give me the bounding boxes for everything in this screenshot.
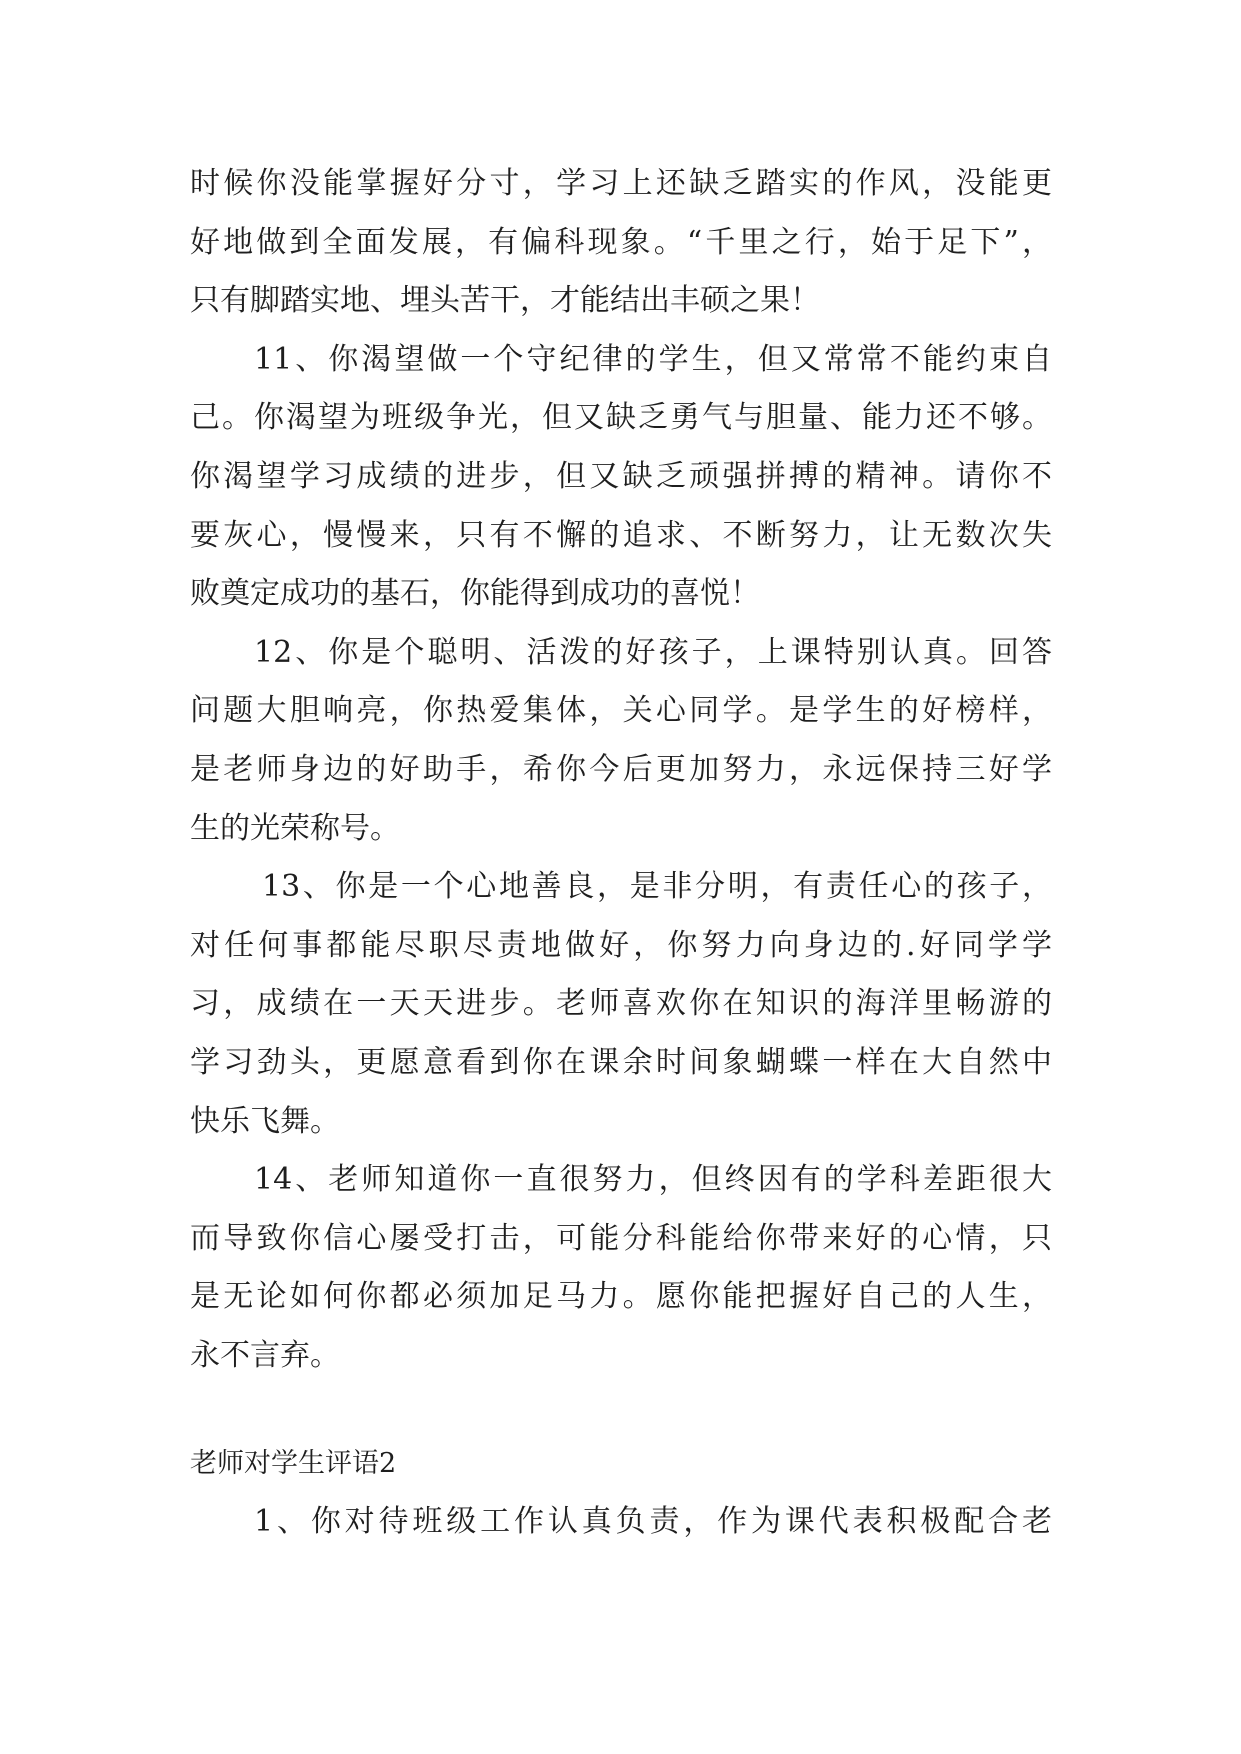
- text-line: 学习劲头，更愿意看到你在课余时间象蝴蝶一样在大自然中: [190, 1044, 1052, 1080]
- text-line: 对任何事都能尽职尽责地做好，你努力向身边的.好同学学: [190, 927, 1052, 963]
- text-line: 你渴望学习成绩的进步，但又缺乏顽强拼搏的精神。请你不: [190, 458, 1052, 494]
- text-line: 时候你没能掌握好分寸，学习上还缺乏踏实的作风，没能更: [190, 166, 1052, 201]
- paragraph-first-line: 11、你渴望做一个守纪律的学生，但又常常不能约束自: [254, 341, 1052, 377]
- text-line: 是无论如何你都必须加足马力。愿你能把握好自己的人生，: [190, 1279, 1052, 1315]
- paragraph-first-line: 14、老师知道你一直很努力，但终因有的学科差距很大: [254, 1162, 1052, 1198]
- text-line: 快乐飞舞。: [190, 1103, 340, 1139]
- text-line: 只有脚踏实地、埋头苦干，才能结出丰硕之果！: [190, 283, 820, 319]
- text-line: 生的光荣称号。: [190, 810, 400, 846]
- paragraph-first-line: 1、你对待班级工作认真负责，作为课代表积极配合老: [254, 1504, 1052, 1539]
- paragraph-first-line: 12、你是个聪明、活泼的好孩子，上课特别认真。回答: [254, 634, 1052, 670]
- text-line: 是老师身边的好助手，希你今后更加努力，永远保持三好学: [190, 751, 1052, 787]
- paragraph-first-line: 13、你是一个心地善良，是非分明，有责任心的孩子，: [262, 869, 1052, 905]
- text-line: 习，成绩在一天天进步。老师喜欢你在知识的海洋里畅游的: [190, 986, 1052, 1022]
- body-text: [190, 155, 1052, 1385]
- section-text: [190, 1493, 1052, 1552]
- text-line: 永不言弃。: [190, 1337, 340, 1373]
- text-line: 而导致你信心屡受打击，可能分科能给你带来好的心情，只: [190, 1220, 1052, 1256]
- text-line: 败奠定成功的基石，你能得到成功的喜悦！: [190, 576, 760, 612]
- text-line: 好地做到全面发展，有偏科现象。“千里之行，始于足下”，: [190, 224, 1052, 260]
- text-line: 己。你渴望为班级争光，但又缺乏勇气与胆量、能力还不够。: [190, 400, 1052, 436]
- text-line: 问题大胆响亮，你热爱集体，关心同学。是学生的好榜样，: [190, 693, 1052, 729]
- section-heading: 老师对学生评语2: [190, 1448, 397, 1479]
- text-line: 要灰心，慢慢来，只有不懈的追求、不断努力，让无数次失: [190, 517, 1052, 553]
